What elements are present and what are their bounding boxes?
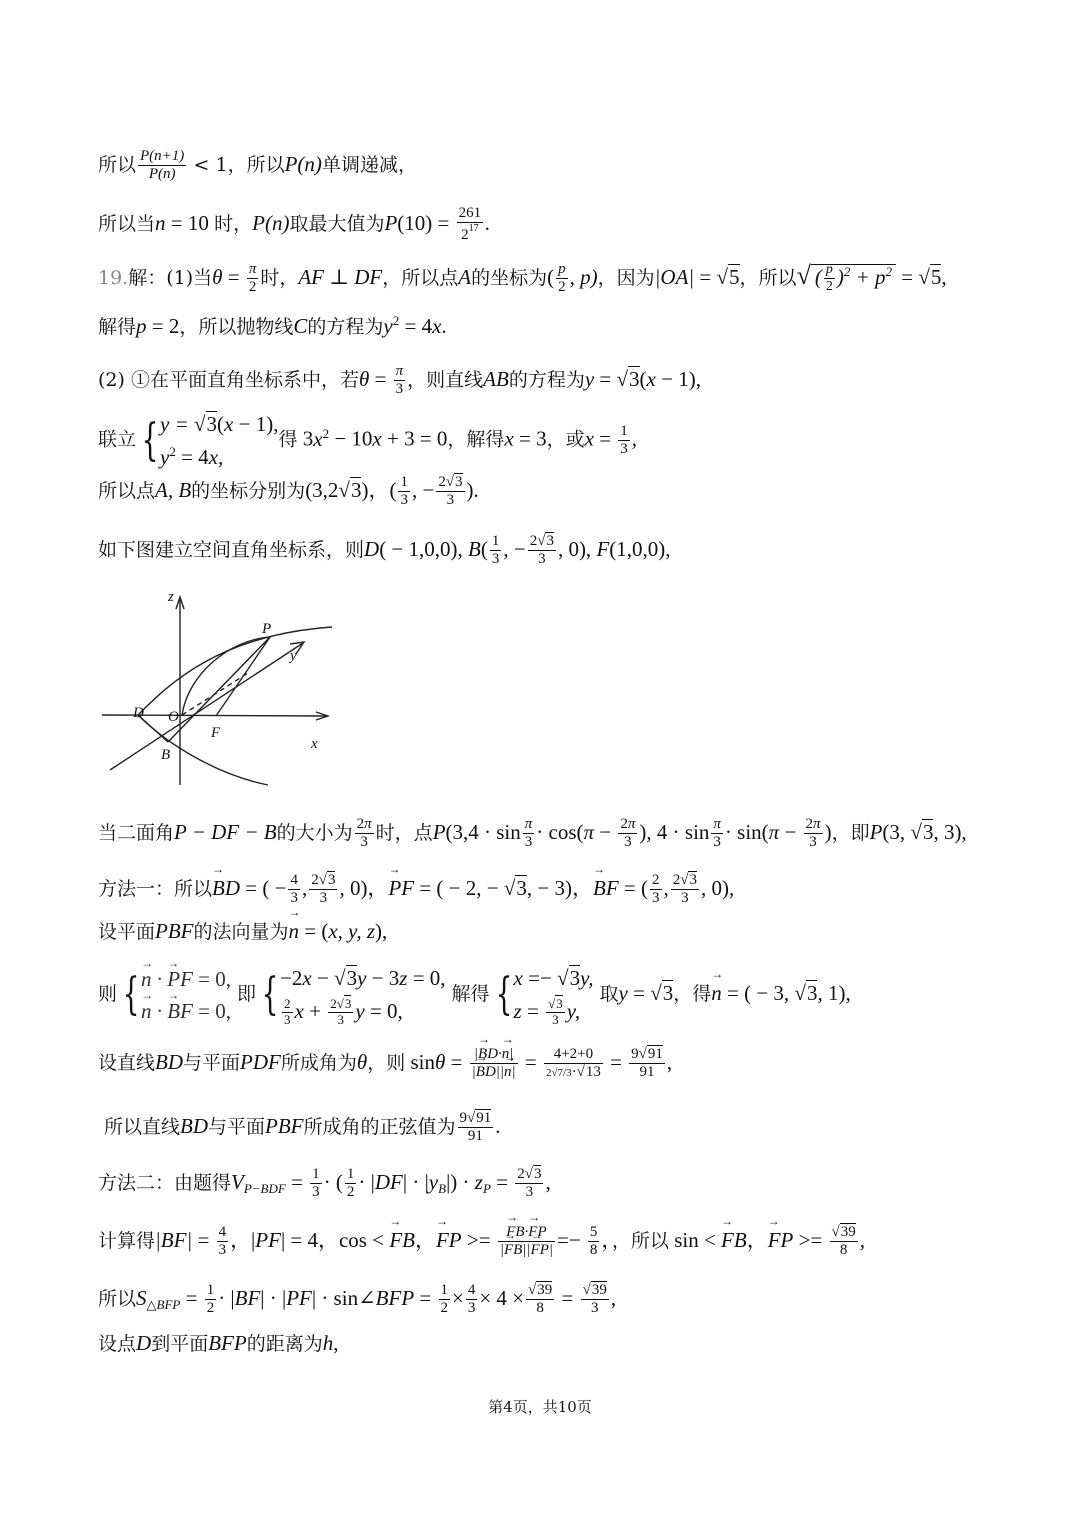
fraction: $\frac{4}{3}$ (290, 872, 298, 907)
fraction: $\frac{2}{3}$ (652, 872, 660, 907)
label-f: F (211, 725, 221, 741)
text: 所以直线 (104, 1115, 181, 1138)
text: 则 (98, 983, 118, 1006)
line-18: 设点D到平面BFP的距离为h, (98, 1331, 339, 1355)
fraction: $\frac{1}{3}$ (620, 422, 628, 458)
text: ，所以 (739, 266, 797, 289)
fraction: $\frac{261}{2^{17}}$ (458, 205, 482, 244)
text: 与平面 (183, 1051, 241, 1074)
text: 计算得 (98, 1229, 156, 1252)
text: 所以当 (98, 212, 156, 235)
fraction: $\frac{√39}{8}$ (528, 1282, 553, 1317)
text: 解：(1)当 (128, 266, 213, 289)
fraction: $\frac{1}{2}$ (346, 1166, 355, 1201)
fraction: $\frac{2√3}{3}$ (517, 1166, 542, 1201)
text: ，解得 (447, 428, 505, 451)
text: 时，点 (375, 821, 433, 844)
text: 得 (278, 428, 298, 451)
question-number: 19. (98, 266, 129, 289)
text: 取最大值为 (289, 212, 385, 235)
text: 的坐标为 (471, 266, 548, 289)
text: 设平面 (98, 921, 156, 943)
fraction: $\frac{2√3}{3}$ (438, 474, 463, 509)
text: 所以 (98, 1287, 137, 1310)
text-suosuo: 所以 (98, 153, 137, 176)
line-4: 解得p = 2，所以抛物线C的方程为$y^2 = 4x$. (98, 313, 447, 338)
parabola-upper (138, 627, 332, 715)
line-14: 所以直线BD与平面PBF所成角的正弦值为 $\frac{9√91}{91}$ . (104, 1110, 501, 1145)
fraction: $\frac{9√91}{91}$ (631, 1046, 663, 1081)
text: 方法二：由题得 (98, 1171, 232, 1194)
fraction: $\frac{5}{8}$ (589, 1224, 598, 1259)
fraction: $\frac{2√3}{3}$ (529, 533, 554, 568)
label-z: z (168, 589, 174, 605)
label-x: x (311, 736, 318, 752)
line-5: (2) ①在平面直角坐标系中，若θ = $\frac{\pi}{3}$ ，则直线AB的方程为y = √3(x − 1), (98, 363, 701, 398)
text: 设直线 (98, 1051, 156, 1074)
text: 单调递减， (321, 153, 417, 176)
label-b: B (161, 747, 171, 763)
text: 所成角的正弦值为 (303, 1115, 456, 1138)
line-9: 当二面角P − DF − B的大小为 $\frac{2\pi}{3}$ 时，点P(3,4 · sin $\frac{\pi}{3}$ · cos(π − $\frac{2\pi}{3}$ ), 4 · sin $\frac{\pi}{3}$ · sin(π − $\frac{2\pi}{3}$ )，即P(3, √3, 3), (98, 816, 967, 851)
text: 与平面 (208, 1115, 266, 1138)
text: 解得 (451, 983, 490, 1006)
text: 所以点 (98, 479, 156, 502)
text: 解得 (98, 316, 137, 338)
text: ，则 (367, 1051, 406, 1074)
line-11: 设平面PBF的法向量为n → = (x, y, z), (98, 921, 387, 942)
fraction: $\frac{\pi}{3}$ (524, 816, 533, 851)
fraction: $\frac{1}{3}$ (491, 533, 500, 568)
text: 的方程为 (508, 368, 585, 391)
label-d: D (133, 705, 144, 721)
fraction: $\frac{\pi}{2}$ (248, 261, 257, 296)
text: 设点 (98, 1333, 137, 1355)
text: 所成角为 (280, 1051, 357, 1074)
fraction: $\frac{2\pi}{3}$ (805, 816, 821, 851)
fraction: $\frac{√39}{3}$ (582, 1282, 607, 1317)
text: ，或 (546, 428, 585, 451)
text: 取 (599, 983, 619, 1006)
line-3: 19.解：(1)当θ = $\frac{\pi}{2}$ 时，AF ⊥ DF，所以点A的坐标为( $\frac{p}{2}$ , p)，因为|OA| = √5，所以√ ( $\frac{p}{2}$ )$^2 + p^2 = √5$, (98, 260, 947, 296)
coordinate-figure (98, 585, 348, 790)
text: 当二面角 (98, 821, 175, 844)
fraction: $\frac{2√3}{3}$ (672, 872, 697, 907)
line-1: 所以 $\frac{P(n+1)}{P(n)}$ < 1，所以P(n)单调递减， (98, 148, 417, 183)
text: 的坐标分别为 (191, 479, 306, 502)
fraction: $\frac{4}{3}$ (467, 1282, 476, 1317)
parabola-lower (138, 715, 268, 785)
text: 的法向量为 (193, 921, 289, 943)
page-footer: 第4页，共10页 (488, 1398, 592, 1416)
text: 时， (260, 266, 299, 289)
text: ，即 (831, 821, 870, 844)
label-y: y (290, 648, 297, 664)
line-2: 所以当n = 10 时，P(n)取最大值为P(10) = $\frac{261}{2^{17}}$ . (98, 205, 491, 244)
line-15: 方法二：由题得$V_{P-BDF}$ = $\frac{1}{3}$ · ( $\frac{1}{2}$ · $|DF| \cdot |y_B|) \cdot z_P$ = $\frac{2√3}{3}$ , (98, 1166, 551, 1201)
label-o: O (168, 709, 179, 725)
text: 的距离为 (246, 1333, 323, 1355)
fraction: $\frac{\pi}{3}$ (395, 363, 404, 398)
line-12: 则 {n → · PF → = 0, n → · BF → = 0,即 {−2x − √3y − 3z = 0, $\frac{2}{3}$ x + $\frac{2√3}{3}$ y = 0,解得 {x =− √3y, z = $\frac{√3}{3}$ y,取y = √3，得n → = ( − 3, √3, 1), (98, 962, 851, 1028)
text: ，所以 (611, 1229, 669, 1252)
text: 即 (237, 983, 257, 1006)
label-p: P (262, 621, 272, 637)
fraction: $\frac{p}{2}$ (558, 261, 566, 296)
fraction: $\frac{FB \to\cdot FP \to}{|FB \to||FP \to|}$ (498, 1224, 555, 1260)
text: (2) ①在平面直角坐标系中，若 (98, 368, 359, 391)
text: ，所以抛物线 (179, 316, 294, 338)
text: ，得 (673, 983, 712, 1006)
dashed-line (182, 673, 248, 715)
line-10: 方法一：所以BD → = ( − $\frac{4}{3}$ , $\frac{2√3}{3}$ , 0)，PF → = ( − 2, − √3, − 3)，BF → = ( $\frac{2}{3}$ , $\frac{2√3}{3}$ , 0), (98, 872, 734, 908)
fraction: $\frac{1}{2}$ (206, 1282, 215, 1317)
fraction-ratio: $\frac{P(n+1)}{P(n)}$ (140, 148, 185, 183)
text: 如下图建立空间直角坐标系，则 (98, 538, 365, 561)
text: 的大小为 (276, 821, 353, 844)
fraction: $\frac{1}{3}$ (312, 1166, 320, 1201)
arc-op (182, 637, 270, 715)
text: 方法一：所以 (98, 877, 213, 900)
fraction: $\frac{√39}{8}$ (831, 1224, 856, 1259)
fraction: $\frac{1}{3}$ (400, 474, 408, 509)
fraction: $\frac{4+2+0}{2√7/3\cdot√13}$ (546, 1046, 601, 1081)
text: 时， (214, 212, 253, 235)
text: < 1，所以 (193, 153, 285, 176)
fraction: $\frac{2√3}{3}$ (311, 872, 336, 907)
text: ，因为 (597, 266, 655, 289)
fraction: $\frac{2\pi}{3}$ (620, 816, 636, 851)
line-17: 所以$S_{\triangle BFP}$ = $\frac{1}{2}$ · |BF| · |PF| · sin∠BFP = $\frac{1}{2}$ × $\frac{4}{3}$ × 4 × $\frac{√39}{8}$ = $\frac{√39}{3}$ , (98, 1282, 617, 1317)
fraction: $\frac{1}{2}$ (440, 1282, 448, 1317)
line-7: 所以点A, B的坐标分别为(3,2√3)，( $\frac{1}{3}$ , − $\frac{2√3}{3}$ ). (98, 474, 479, 509)
text: 联立 (98, 428, 137, 451)
fraction: $\frac{2\pi}{3}$ (356, 816, 372, 851)
line-16: 计算得|BF| = $\frac{4}{3}$ ，|PF| = 4，cos < FB →，FP → >= $\frac{FB \to\cdot FP \to}{|FB \to||FP \to|}$ =− $\frac{5}{8}$ ，，所以 sin < FB →，FP → >= $\frac{√39}{8}$ , (98, 1224, 865, 1260)
fraction: $\frac{4}{3}$ (218, 1224, 227, 1259)
fraction: $\frac{|BD \to\cdot n \to|}{|BD \to||n \to|}$ (470, 1046, 518, 1082)
line-6: 联立 {y = √3(x − 1), $y^2 = 4x$,得 $3x^2 - 10x + 3 = 0$，解得x = 3，或x = $\frac{1}{3}$ , (98, 412, 638, 469)
text: 到平面 (151, 1333, 209, 1355)
fraction: $\frac{\pi}{3}$ (713, 816, 721, 851)
text: ，则直线 (407, 368, 484, 391)
line-13: 设直线BD与平面PDF所成角为θ，则 sinθ = $\frac{|BD \to\cdot n \to|}{|BD \to||n \to|}$ = $\frac{4+2+0}{2√7/3\cdot√13}$ = $\frac{9√91}{91}$ , (98, 1046, 672, 1082)
line-8: 如下图建立空间直角坐标系，则D( − 1,0,0), B( $\frac{1}{3}$ , − $\frac{2√3}{3}$ , 0), F(1,0,0), (98, 533, 671, 568)
text: ，所以点 (382, 266, 459, 289)
fraction: $\frac{9√91}{91}$ (459, 1110, 492, 1145)
text: 的方程为 (307, 316, 384, 338)
